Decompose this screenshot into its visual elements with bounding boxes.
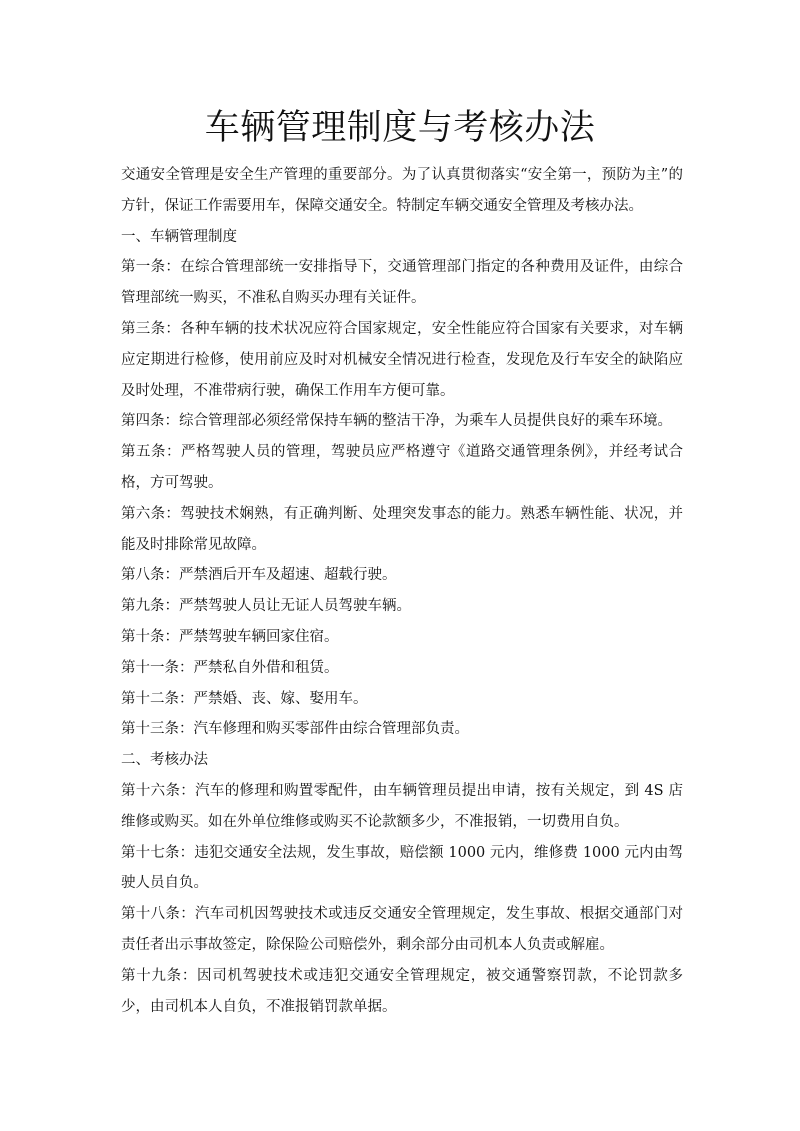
- article-8: 第八条：严禁酒后开车及超速、超载行驶。: [121, 567, 397, 584]
- article-3: 第三条：各种车辆的技术状况应符合国家规定，安全性能应符合国家有关要求，对车辆应定期进行检修，使用前应及时对机械安全情况进行检查，发现危及行车安全的缺陷应及时处理，不准带病行驶，确保工作用车方便可靠。: [121, 320, 683, 399]
- article-11: 第十一条：严禁私自外借和租赁。: [121, 659, 339, 676]
- article-19: 第十九条：因司机驾驶技术或违犯交通安全管理规定，被交通警察罚款，不论罚款多少，由司机本人自负，不准报销罚款单据。: [121, 967, 683, 1015]
- document-title: 车辆管理制度与考核办法: [204, 108, 596, 148]
- article-18: 第十八条：汽车司机因驾驶技术或违反交通安全管理规定，发生事故、根据交通部门对责任者出示事故签定，除保险公司赔偿外，剩余部分由司机本人负责或解雇。: [121, 906, 683, 953]
- article-10: 第十条：严禁驾驶车辆回家住宿。: [121, 628, 339, 645]
- article-12: 第十二条：严禁婚、丧、嫁、娶用车。: [121, 690, 368, 707]
- article-17: 第十七条：违犯交通安全法规，发生事故，赔偿额 1000 元内，维修费 1000 元内由驾驶人员自负。: [121, 844, 683, 892]
- document-body: [121, 160, 683, 1022]
- section-heading-assessment: 二、考核办法: [121, 752, 208, 769]
- article-16: 第十六条：汽车的修理和购置零配件，由车辆管理员提出申请，按有关规定，到 4S 店维修或购买。如在外单位维修或购买不论款额多少，不准报销，一切费用自负。: [121, 782, 683, 830]
- article-1: 第一条：在综合管理部统一安排指导下，交通管理部门指定的各种费用及证件，由综合管理部统一购买，不准私自购买办理有关证件。: [121, 259, 683, 307]
- article-5: 第五条：严格驾驶人员的管理，驾驶员应严格遵守《道路交通管理条例》，并经考试合格，方可驾驶。: [121, 444, 683, 491]
- article-9: 第九条：严禁驾驶人员让无证人员驾驶车辆。: [121, 598, 411, 615]
- section-heading-vehicle-management: 一、车辆管理制度: [121, 228, 237, 245]
- article-6: 第六条：驾驶技术娴熟，有正确判断、处理突发事态的能力。熟悉车辆性能、状况，并能及时排除常见故障。: [121, 505, 683, 553]
- article-13: 第十三条：汽车修理和购买零部件由综合管理部负责。: [121, 721, 469, 738]
- article-4: 第四条：综合管理部必须经常保持车辆的整洁干净，为乘车人员提供良好的乘车环境。: [121, 413, 672, 430]
- intro-paragraph: 交通安全管理是安全生产管理的重要部分。为了认真贯彻落实“安全第一，预防为主”的方针，保证工作需要用车，保障交通安全。特制定车辆交通安全管理及考核办法。: [121, 167, 683, 214]
